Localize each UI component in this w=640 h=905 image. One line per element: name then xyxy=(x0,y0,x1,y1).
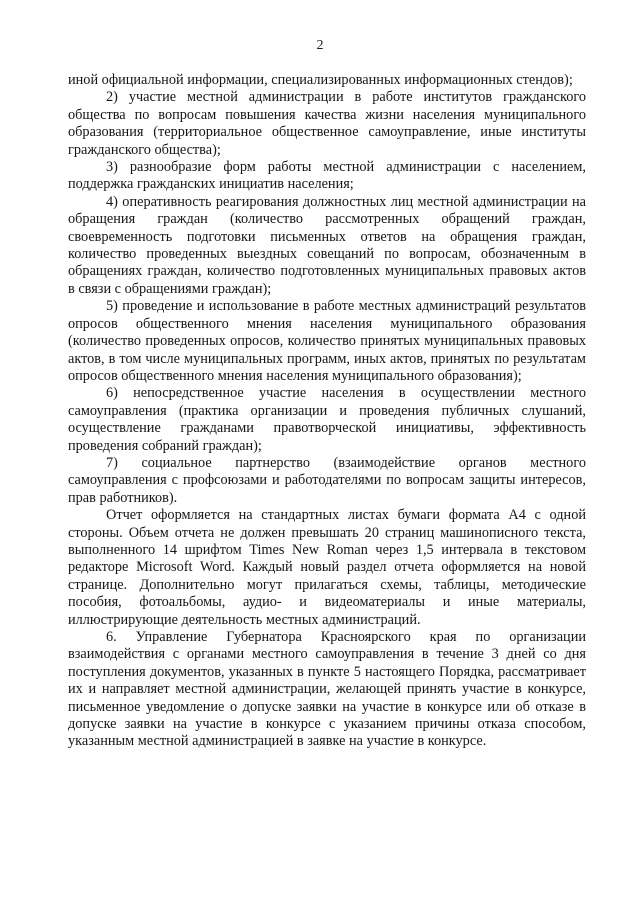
paragraph-item-7: 7) социальное партнерство (взаимодействие органов местного самоуправления с профсоюзами и работодателями по вопросам защиты интересов, прав работников). xyxy=(68,454,586,506)
page-number: 2 xyxy=(316,38,324,53)
paragraph-item-2: 2) участие местной администрации в работе институтов гражданского общества по вопросам повышения качества жизни населения муниципального образования (территориальное общественное самоуправление, иные институты гражданского общества); xyxy=(68,89,586,158)
paragraph-item-3: 3) разнообразие форм работы местной администрации с населением, поддержка гражданских инициатив населения; xyxy=(68,159,586,193)
paragraph-section-6: 6. Управление Губернатора Красноярского края по организации взаимодействия с органами местного самоуправления в течение 3 дней со дня поступления документов, указанных в пункте 5 настоящего Порядка, рассматривает их и направляет местной администрации, желающей принять участие в конкурсе, письменное уведомление о допуске заявки на участие в конкурсе или об отказе в допуске заявки на участие в конкурсе с указанием причины отказа способом, указанным местной администрацией в заявке на участие в конкурсе. xyxy=(68,629,586,750)
paragraph-item-4: 4) оперативность реагирования должностных лиц местной администрации на обращения граждан (количество рассмотренных обращений граждан, своевременность подготовки письменных ответов на обращения граждан, количество проведенных выездных совещаний по вопросам, обозначенным в обращениях граждан, количество подготовленных муниципальных правовых актов в связи с обращениями граждан); xyxy=(68,193,586,297)
paragraph-item-6: 6) непосредственное участие населения в осуществлении местного самоуправления (практика организации и проведения публичных слушаний, осуществление гражданами правотворческой инициативы, эффективность проведения собраний граждан); xyxy=(68,385,586,454)
paragraph-item-5: 5) проведение и использование в работе местных администраций результатов опросов общественного мнения населения муниципального образования (количество проведенных опросов, количество принятых муниципальных правовых актов, в том числе муниципальных программ, иных актов, принятых по результатам опросов общественного мнения населения муниципального образования); xyxy=(68,298,586,384)
document-body xyxy=(68,72,586,751)
paragraph-report-format: Отчет оформляется на стандартных листах бумаги формата А4 с одной стороны. Объем отчета не должен превышать 20 страниц машинописного текста, выполненного 14 шрифтом Times New Roman через 1,5 интервала в текстовом редакторе Microsoft Word. Каждый новый раздел отчета оформляется на новой странице. Дополнительно могут прилагаться схемы, таблицы, методические пособия, фотоальбомы, аудио- и видеоматериалы и иные материалы, иллюстрирующие деятельность местных администраций. xyxy=(68,507,586,628)
paragraph-continuation: иной официальной информации, специализированных информационных стендов); xyxy=(68,72,573,88)
